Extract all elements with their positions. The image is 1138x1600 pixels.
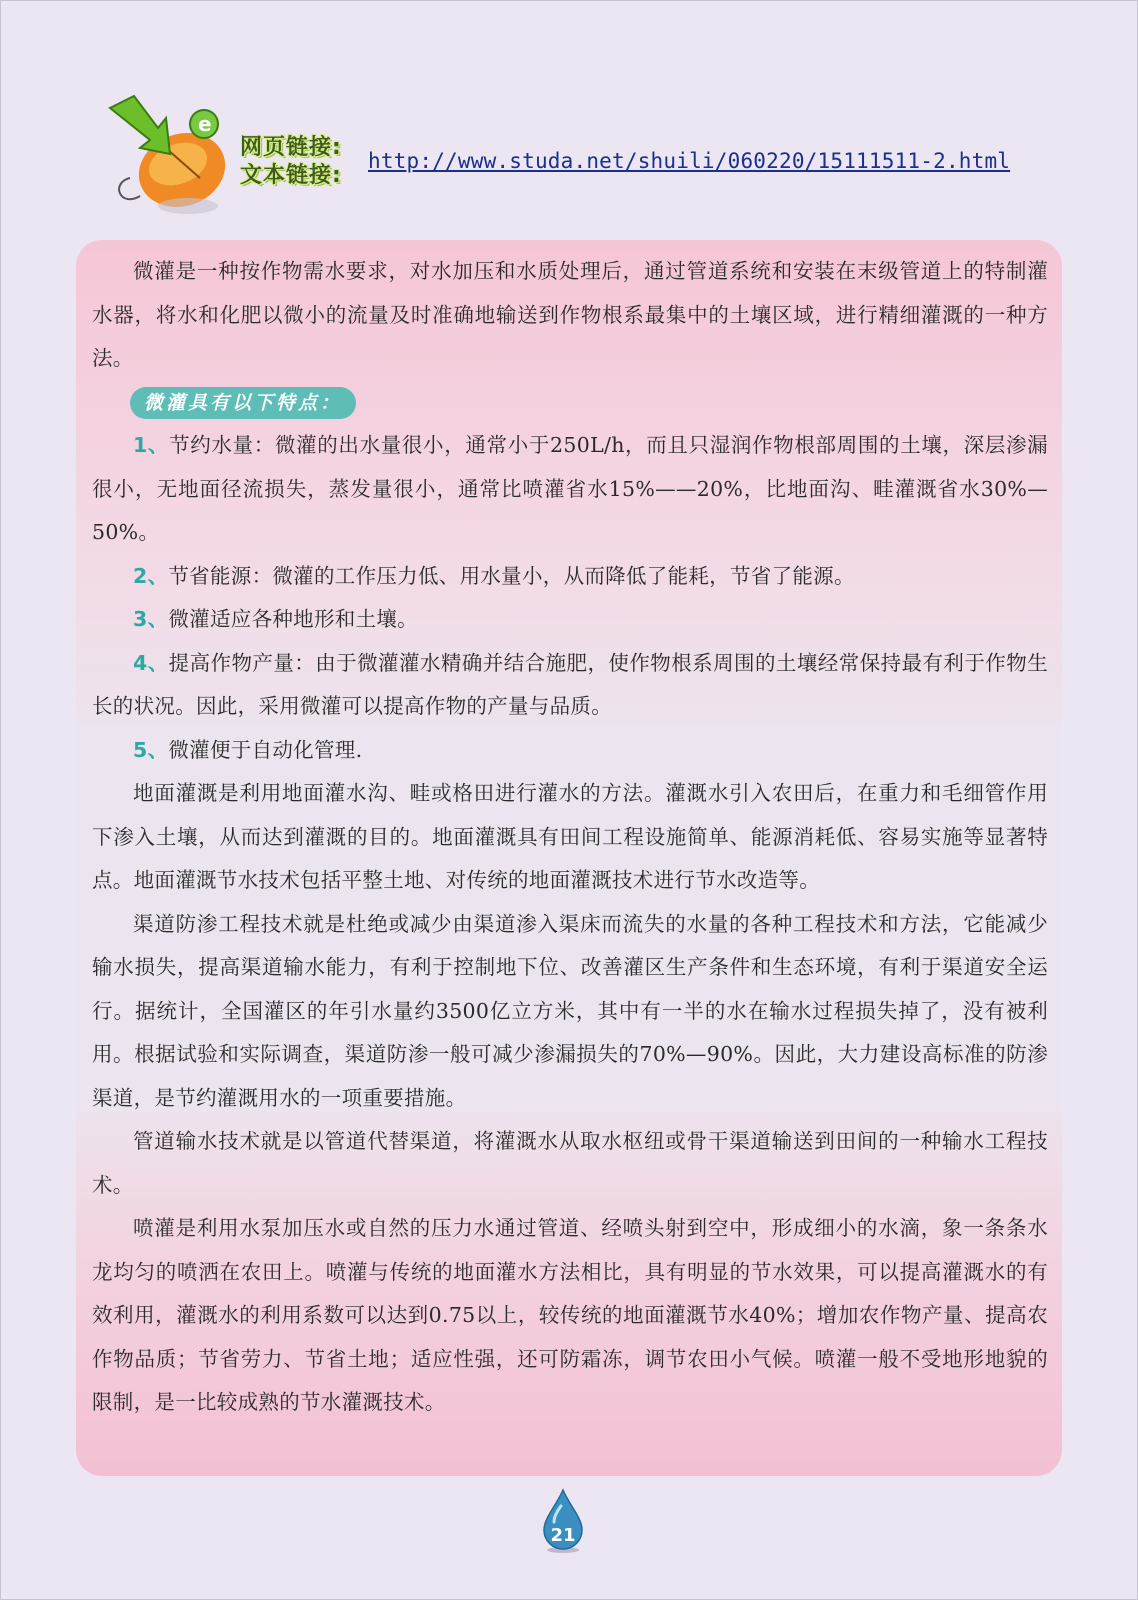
feature-text: 节约水量：微灌的出水量很小，通常小于250L/h，而且只湿润作物根部周围的土壤，深层渗漏很小，无地面径流损失，蒸发量很小，通常比喷灌省水15%——20%，比地面沟、畦灌溉省水30%—50%。 [92,433,1048,544]
feature-text: 微灌便于自动化管理. [168,737,363,762]
feature-text: 微灌适应各种地形和土壤。 [168,607,418,631]
feature-number: 3、 [133,607,169,631]
text-link-label: 文本链接: [240,163,342,188]
feature-item [92,642,1048,729]
intro-paragraph: 微灌是一种按作物需水要求，对水加压和水质处理后，通过管道系统和安装在末级管道上的特制灌水器，将水和化肥以微小的流量及时准确地输送到作物根系最集中的土壤区域，进行精细灌溉的一种方法。 [92,259,1048,370]
feature-item [92,598,1048,642]
features-tag: 微灌具有以下特点： [130,387,356,419]
web-link-url[interactable]: http://www.studa.net/shuili/060220/15111511-2.html [368,149,1011,173]
surface-irrigation-paragraph: 地面灌溉是利用地面灌水沟、畦或格田进行灌水的方法。灌溉水引入农田后，在重力和毛细管作用下渗入土壤，从而达到灌溉的目的。地面灌溉具有田间工程设施简单、能源消耗低、容易实施等显著特点。地面灌溉节水技术包括平整土地、对传统的地面灌溉技术进行节水改造等。 [92,781,1048,892]
article-body [92,250,1048,1425]
feature-text: 节省能源：微灌的工作压力低、用水量小，从而降低了能耗，节省了能源。 [168,563,855,588]
link-labels [240,134,360,190]
canal-seepage-paragraph: 渠道防渗工程技术就是杜绝或减少由渠道渗入渠床而流失的水量的各种工程技术和方法，它能减少输水损失，提高渠道输水能力，有利于控制地下位、改善灌区生产条件和生态环境，有利于渠道安全运行。据统计，全国灌区的年引水量约3500亿立方米，其中有一半的水在输水过程损失掉了，没有被利用。根据试验和实际调查，渠道防渗一般可减少渗漏损失的70%—90%。因此，大力建设高标准的防渗渠道，是节约灌溉用水的一项重要措施。 [92,911,1048,1110]
web-link-label: 网页链接: [240,135,342,160]
feature-number: 5、 [133,737,169,762]
sprinkler-paragraph: 喷灌是利用水泵加压水或自然的压力水通过管道、经喷头射到空中，形成细小的水滴，象一条条水龙均匀的喷洒在农田上。喷灌与传统的地面灌水方法相比，具有明显的节水效果，可以提高灌溉水的有效利用，灌溉水的利用系数可以达到0.75以上，较传统的地面灌溉节水40%；增加农作物产量、提高农作物品质；节省劳力、节省土地；适应性强，还可防霜冻，调节农田小气候。喷灌一般不受地形地貌的限制，是一比较成熟的节水灌溉技术。 [92,1216,1048,1414]
feature-item [92,555,1048,599]
feature-number: 2、 [133,563,169,588]
mouse-link-icon [100,88,240,228]
feature-number: 4、 [133,650,169,675]
svg-text:e: e [198,112,212,136]
page-number: 21 [550,1525,576,1546]
pipe-conveyance-paragraph: 管道输水技术就是以管道代替渠道，将灌溉水从取水枢纽或骨干渠道输送到田间的一种输水工程技术。 [92,1129,1048,1197]
feature-text: 提高作物产量：由于微灌灌水精确并结合施肥，使作物根系周围的土壤经常保持最有利于作物生长的状况。因此，采用微灌可以提高作物的产量与品质。 [92,650,1048,718]
feature-item [92,729,1048,773]
feature-number: 1、 [133,433,170,457]
feature-item [92,424,1048,555]
